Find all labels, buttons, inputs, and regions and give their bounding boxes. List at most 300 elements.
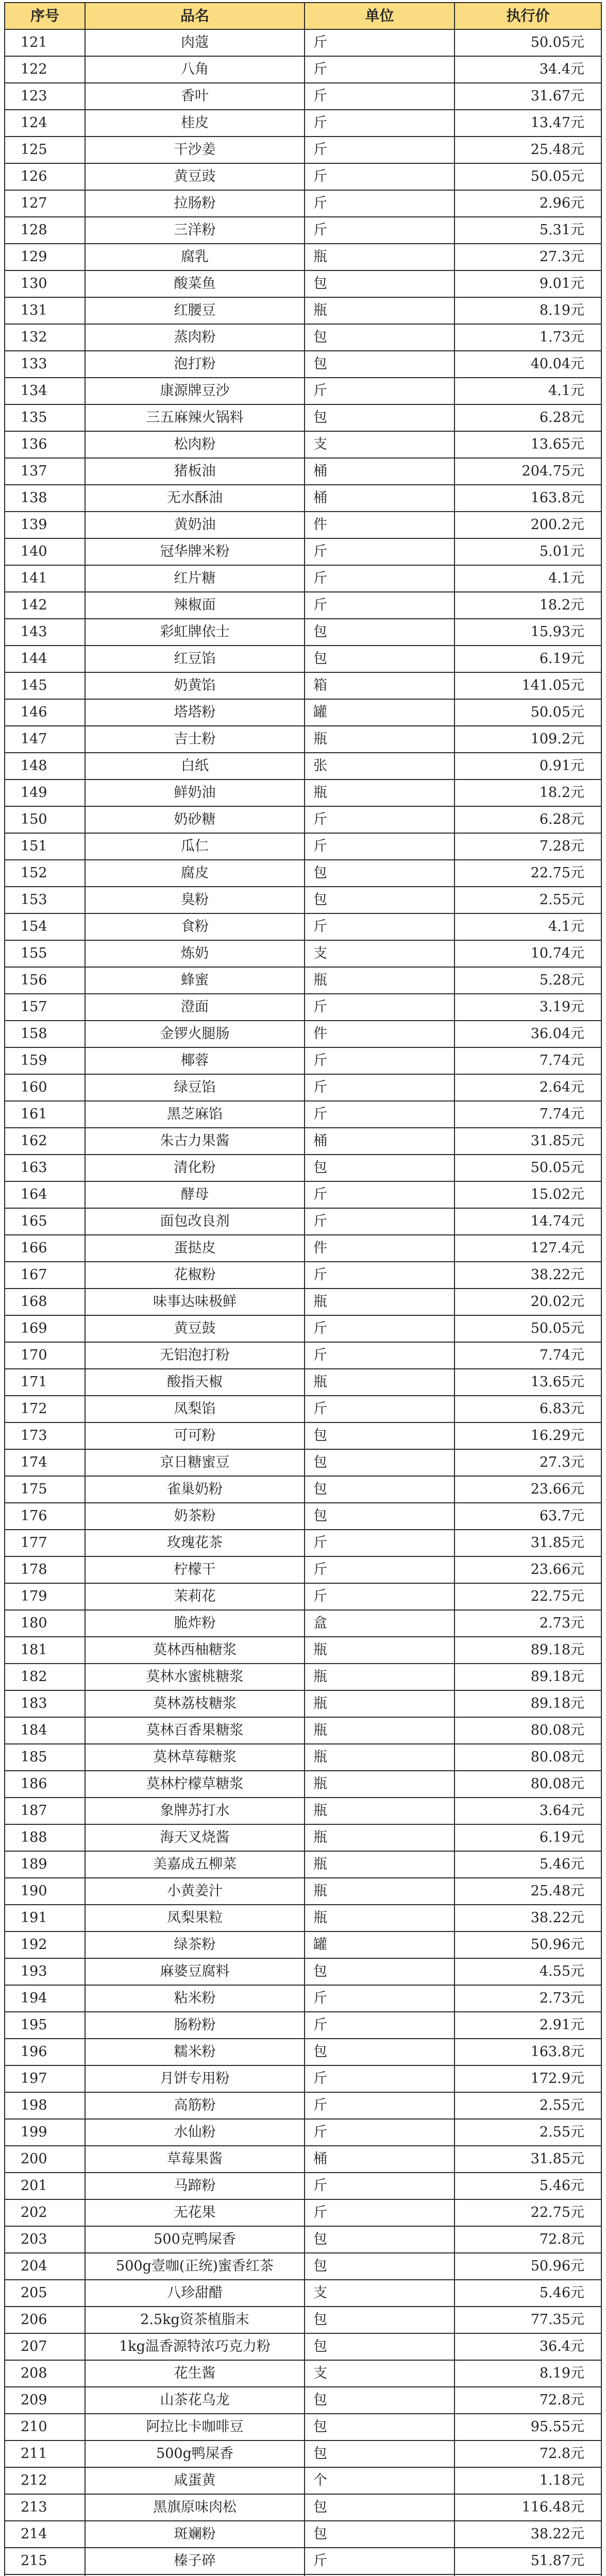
table-row — [5, 538, 601, 565]
table-row — [5, 913, 601, 940]
row-no: 124 — [5, 110, 85, 137]
item-name: 炼奶 — [85, 940, 305, 967]
row-no: 169 — [5, 1315, 85, 1342]
table-row — [5, 1342, 601, 1369]
item-name: 山茶花乌龙 — [85, 2387, 305, 2414]
row-no: 190 — [5, 1878, 85, 1905]
table-row — [5, 2039, 601, 2065]
row-no: 140 — [5, 538, 85, 565]
item-unit: 斤 — [305, 1262, 454, 1289]
item-price: 50.05元 — [454, 163, 601, 190]
item-name: 绿茶粉 — [85, 1931, 305, 1958]
row-no: 210 — [5, 2414, 85, 2441]
item-unit: 包 — [305, 2414, 454, 2441]
item-price: 7.28元 — [454, 833, 601, 860]
item-name: 莫林荔枝糖浆 — [85, 1690, 305, 1717]
row-no: 171 — [5, 1369, 85, 1396]
item-price: 72.8元 — [454, 2387, 601, 2414]
item-price: 2.73元 — [454, 1985, 601, 2012]
item-price: 51.87元 — [454, 2548, 601, 2574]
table-row — [5, 1958, 601, 1985]
table-row — [5, 1905, 601, 1931]
row-no: 161 — [5, 1101, 85, 1128]
item-price: 5.46元 — [454, 2173, 601, 2199]
table-row — [5, 1985, 601, 2012]
row-no: 131 — [5, 297, 85, 324]
row-no: 212 — [5, 2467, 85, 2494]
item-unit: 斤 — [305, 565, 454, 592]
item-unit: 斤 — [305, 137, 454, 163]
table-row — [5, 1396, 601, 1422]
item-price: 2.64元 — [454, 1074, 601, 1101]
item-name: 八珍甜醋 — [85, 2280, 305, 2307]
item-name: 冠华牌米粉 — [85, 538, 305, 565]
table-row — [5, 726, 601, 753]
item-name: 红腰豆 — [85, 297, 305, 324]
row-no: 143 — [5, 619, 85, 646]
table-row — [5, 2494, 601, 2521]
item-unit: 包 — [305, 2494, 454, 2521]
item-price: 13.65元 — [454, 1369, 601, 1396]
item-price: 13.65元 — [454, 431, 601, 458]
item-unit: 斤 — [305, 1047, 454, 1074]
item-price: 15.02元 — [454, 1181, 601, 1208]
item-name: 无花果 — [85, 2199, 305, 2226]
table-row — [5, 2012, 601, 2039]
item-unit: 瓶 — [305, 967, 454, 994]
table-row — [5, 244, 601, 270]
item-name: 莫林柠檬草糖浆 — [85, 1771, 305, 1798]
row-no: 177 — [5, 1530, 85, 1556]
row-no: 182 — [5, 1664, 85, 1690]
row-no: 125 — [5, 137, 85, 163]
row-no: 173 — [5, 1422, 85, 1449]
item-name: 凤梨果粒 — [85, 1905, 305, 1931]
item-unit: 包 — [305, 887, 454, 913]
row-no: 164 — [5, 1181, 85, 1208]
table-row — [5, 110, 601, 137]
item-unit: 斤 — [305, 1181, 454, 1208]
item-unit: 包 — [305, 1503, 454, 1530]
row-no: 152 — [5, 860, 85, 887]
row-no: 195 — [5, 2012, 85, 2039]
row-no: 204 — [5, 2253, 85, 2280]
item-unit: 斤 — [305, 2012, 454, 2039]
item-unit: 包 — [305, 2441, 454, 2467]
item-price: 6.19元 — [454, 646, 601, 672]
item-unit: 包 — [305, 1422, 454, 1449]
item-unit: 包 — [305, 2333, 454, 2360]
item-name: 咸蛋黄 — [85, 2467, 305, 2494]
row-no: 127 — [5, 190, 85, 217]
item-unit: 瓶 — [305, 1905, 454, 1931]
table-row — [5, 1744, 601, 1771]
row-no: 192 — [5, 1931, 85, 1958]
item-name: 脆炸粉 — [85, 1610, 305, 1637]
item-unit: 斤 — [305, 592, 454, 619]
item-name: 无水酥油 — [85, 485, 305, 512]
item-price: 50.05元 — [454, 1315, 601, 1342]
row-no: 141 — [5, 565, 85, 592]
item-name: 酵母 — [85, 1181, 305, 1208]
item-price: 31.85元 — [454, 2146, 601, 2173]
table-row — [5, 1583, 601, 1610]
item-unit: 瓶 — [305, 1717, 454, 1744]
table-row — [5, 1931, 601, 1958]
item-unit: 罐 — [305, 1931, 454, 1958]
item-unit: 斤 — [305, 806, 454, 833]
item-unit: 斤 — [305, 83, 454, 110]
item-unit: 箱 — [305, 672, 454, 699]
item-name: 奶黄馅 — [85, 672, 305, 699]
row-no: 179 — [5, 1583, 85, 1610]
row-no: 211 — [5, 2441, 85, 2467]
item-price: 1.73元 — [454, 324, 601, 351]
row-no: 139 — [5, 512, 85, 538]
table-row — [5, 833, 601, 860]
item-price: 15.93元 — [454, 619, 601, 646]
row-no: 156 — [5, 967, 85, 994]
item-unit: 包 — [305, 2521, 454, 2548]
table-row — [5, 1369, 601, 1396]
table-row — [5, 217, 601, 244]
item-price: 8.19元 — [454, 297, 601, 324]
item-name: 花椒粉 — [85, 1262, 305, 1289]
table-row — [5, 1664, 601, 1690]
item-name: 麻婆豆腐料 — [85, 1958, 305, 1985]
item-name: 月饼专用粉 — [85, 2065, 305, 2092]
item-unit: 包 — [305, 270, 454, 297]
row-no: 132 — [5, 324, 85, 351]
table-row — [5, 1181, 601, 1208]
item-unit: 包 — [305, 2253, 454, 2280]
item-name: 香叶 — [85, 83, 305, 110]
item-unit: 斤 — [305, 190, 454, 217]
item-name: 黑芝麻馅 — [85, 1101, 305, 1128]
table-row — [5, 1717, 601, 1744]
item-unit: 支 — [305, 2360, 454, 2387]
item-price: 36.04元 — [454, 1021, 601, 1047]
table-row — [5, 940, 601, 967]
table-row — [5, 2360, 601, 2387]
item-name: 黑旗原味肉松 — [85, 2494, 305, 2521]
item-unit: 包 — [305, 646, 454, 672]
table-row — [5, 163, 601, 190]
item-price: 9.01元 — [454, 270, 601, 297]
row-no: 205 — [5, 2280, 85, 2307]
table-row — [5, 137, 601, 163]
item-price: 31.85元 — [454, 1530, 601, 1556]
item-unit: 瓶 — [305, 1369, 454, 1396]
item-price: 4.1元 — [454, 913, 601, 940]
table-row — [5, 1422, 601, 1449]
item-name: 椰蓉 — [85, 1047, 305, 1074]
item-name: 玫瑰花茶 — [85, 1530, 305, 1556]
item-unit: 包 — [305, 2039, 454, 2065]
table-row — [5, 1637, 601, 1664]
item-price: 77.35元 — [454, 2307, 601, 2333]
table-row — [5, 431, 601, 458]
item-name: 雀巢奶粉 — [85, 1476, 305, 1503]
table-row — [5, 1208, 601, 1235]
table-row — [5, 1878, 601, 1905]
item-unit: 件 — [305, 512, 454, 538]
item-name: 莫林水蜜桃糖浆 — [85, 1664, 305, 1690]
item-name: 臭粉 — [85, 887, 305, 913]
table-row — [5, 351, 601, 378]
item-unit: 瓶 — [305, 1664, 454, 1690]
item-name: 京日糖蜜豆 — [85, 1449, 305, 1476]
item-unit: 瓶 — [305, 1744, 454, 1771]
item-price: 116.48元 — [454, 2494, 601, 2521]
item-name: 500g鸭屎香 — [85, 2441, 305, 2467]
item-unit: 瓶 — [305, 1637, 454, 1664]
item-price: 1.18元 — [454, 2467, 601, 2494]
item-name: 食粉 — [85, 913, 305, 940]
item-price: 34.4元 — [454, 56, 601, 83]
item-unit: 斤 — [305, 217, 454, 244]
item-name: 柠檬干 — [85, 1556, 305, 1583]
item-price: 3.19元 — [454, 994, 601, 1021]
item-name: 泡打粉 — [85, 351, 305, 378]
row-no: 170 — [5, 1342, 85, 1369]
table-row — [5, 592, 601, 619]
item-price: 89.18元 — [454, 1637, 601, 1664]
item-name: 可可粉 — [85, 1422, 305, 1449]
table-row — [5, 2146, 601, 2173]
item-name: 塔塔粉 — [85, 699, 305, 726]
header-no: 序号 — [5, 3, 85, 29]
item-name: 酸菜鱼 — [85, 270, 305, 297]
item-name: 粘米粉 — [85, 1985, 305, 2012]
item-price: 89.18元 — [454, 1664, 601, 1690]
item-unit: 斤 — [305, 1101, 454, 1128]
row-no: 185 — [5, 1744, 85, 1771]
item-unit: 斤 — [305, 29, 454, 56]
row-no: 121 — [5, 29, 85, 56]
item-unit: 斤 — [305, 56, 454, 83]
item-name: 美嘉成五柳菜 — [85, 1851, 305, 1878]
item-price: 5.46元 — [454, 2280, 601, 2307]
item-name: 奶茶粉 — [85, 1503, 305, 1530]
item-name: 桂皮 — [85, 110, 305, 137]
row-no: 189 — [5, 1851, 85, 1878]
item-name: 肉蔻 — [85, 29, 305, 56]
row-no: 154 — [5, 913, 85, 940]
item-name: 松肉粉 — [85, 431, 305, 458]
table-row — [5, 779, 601, 806]
row-no: 214 — [5, 2521, 85, 2548]
item-price: 6.28元 — [454, 404, 601, 431]
item-unit: 桶 — [305, 1128, 454, 1155]
row-no: 180 — [5, 1610, 85, 1637]
item-unit: 包 — [305, 2226, 454, 2253]
item-unit: 斤 — [305, 1342, 454, 1369]
table-row — [5, 1530, 601, 1556]
item-price: 163.8元 — [454, 485, 601, 512]
item-unit: 斤 — [305, 1985, 454, 2012]
table-row — [5, 1824, 601, 1851]
row-no: 184 — [5, 1717, 85, 1744]
table-row — [5, 1047, 601, 1074]
table-row — [5, 458, 601, 485]
table-row — [5, 699, 601, 726]
item-price: 200.2元 — [454, 512, 601, 538]
row-no: 165 — [5, 1208, 85, 1235]
item-price: 80.08元 — [454, 1717, 601, 1744]
item-price: 89.18元 — [454, 1690, 601, 1717]
item-price: 14.74元 — [454, 1208, 601, 1235]
item-unit: 包 — [305, 1958, 454, 1985]
item-name: 酸指天椒 — [85, 1369, 305, 1396]
item-price: 5.28元 — [454, 967, 601, 994]
item-unit: 斤 — [305, 163, 454, 190]
item-price: 109.2元 — [454, 726, 601, 753]
table-row — [5, 1128, 601, 1155]
item-unit: 瓶 — [305, 1289, 454, 1315]
item-price: 16.29元 — [454, 1422, 601, 1449]
item-price: 50.96元 — [454, 2253, 601, 2280]
item-unit: 瓶 — [305, 1878, 454, 1905]
item-price: 25.48元 — [454, 1878, 601, 1905]
item-unit: 瓶 — [305, 1771, 454, 1798]
table-row — [5, 2548, 601, 2574]
table-row — [5, 190, 601, 217]
item-price: 2.91元 — [454, 2012, 601, 2039]
row-no: 183 — [5, 1690, 85, 1717]
item-price: 25.48元 — [454, 137, 601, 163]
table-row — [5, 1851, 601, 1878]
item-price: 31.85元 — [454, 1128, 601, 1155]
table-row — [5, 672, 601, 699]
row-no: 146 — [5, 699, 85, 726]
item-price: 72.8元 — [454, 2441, 601, 2467]
table-row — [5, 324, 601, 351]
item-price: 72.8元 — [454, 2226, 601, 2253]
row-no: 135 — [5, 404, 85, 431]
item-price: 22.75元 — [454, 2199, 601, 2226]
item-name: 莫林西柚糖浆 — [85, 1637, 305, 1664]
item-price: 6.83元 — [454, 1396, 601, 1422]
item-unit: 支 — [305, 431, 454, 458]
row-no: 168 — [5, 1289, 85, 1315]
item-name: 无铝泡打粉 — [85, 1342, 305, 1369]
item-name: 黄奶油 — [85, 512, 305, 538]
row-no: 157 — [5, 994, 85, 1021]
table-row — [5, 1101, 601, 1128]
table-row — [5, 806, 601, 833]
header-name: 品名 — [85, 3, 305, 29]
item-name: 草莓果酱 — [85, 2146, 305, 2173]
item-name: 蛋挞皮 — [85, 1235, 305, 1262]
table-row — [5, 1315, 601, 1342]
item-unit: 斤 — [305, 1208, 454, 1235]
item-price: 2.55元 — [454, 887, 601, 913]
item-name: 肠粉粉 — [85, 2012, 305, 2039]
table-row — [5, 994, 601, 1021]
item-unit: 包 — [305, 619, 454, 646]
item-name: 味事达味极鲜 — [85, 1289, 305, 1315]
item-unit: 斤 — [305, 378, 454, 404]
item-price: 7.74元 — [454, 1342, 601, 1369]
row-no: 160 — [5, 1074, 85, 1101]
item-name: 茉莉花 — [85, 1583, 305, 1610]
row-no: 166 — [5, 1235, 85, 1262]
item-name: 红豆馅 — [85, 646, 305, 672]
table-row — [5, 2333, 601, 2360]
item-price: 18.2元 — [454, 779, 601, 806]
table-row — [5, 2092, 601, 2119]
table-row — [5, 1476, 601, 1503]
table-row — [5, 2280, 601, 2307]
item-unit: 支 — [305, 2280, 454, 2307]
item-name: 拉肠粉 — [85, 190, 305, 217]
table-row — [5, 2173, 601, 2199]
row-no: 202 — [5, 2199, 85, 2226]
item-price: 27.3元 — [454, 244, 601, 270]
item-price: 7.74元 — [454, 1047, 601, 1074]
row-no: 158 — [5, 1021, 85, 1047]
row-no: 153 — [5, 887, 85, 913]
table-row — [5, 485, 601, 512]
item-name: 莫林百香果糖浆 — [85, 1717, 305, 1744]
item-name: 康源牌豆沙 — [85, 378, 305, 404]
item-price: 95.55元 — [454, 2414, 601, 2441]
row-no: 172 — [5, 1396, 85, 1422]
item-unit: 包 — [305, 1449, 454, 1476]
item-name: 瓜仁 — [85, 833, 305, 860]
item-price: 50.05元 — [454, 1155, 601, 1181]
row-no: 187 — [5, 1798, 85, 1824]
item-name: 蜂蜜 — [85, 967, 305, 994]
item-name: 辣椒面 — [85, 592, 305, 619]
item-name: 绿豆馅 — [85, 1074, 305, 1101]
item-unit: 包 — [305, 1155, 454, 1181]
table-row — [5, 565, 601, 592]
row-no: 188 — [5, 1824, 85, 1851]
item-name: 腐乳 — [85, 244, 305, 270]
item-name: 三五麻辣火锅料 — [85, 404, 305, 431]
item-price: 38.22元 — [454, 2521, 601, 2548]
row-no: 159 — [5, 1047, 85, 1074]
table-row — [5, 378, 601, 404]
row-no: 150 — [5, 806, 85, 833]
item-price: 40.04元 — [454, 351, 601, 378]
item-name: 糯米粉 — [85, 2039, 305, 2065]
item-price: 5.01元 — [454, 538, 601, 565]
item-unit: 桶 — [305, 2146, 454, 2173]
item-price: 4.1元 — [454, 378, 601, 404]
item-name: 高筋粉 — [85, 2092, 305, 2119]
item-unit: 件 — [305, 1021, 454, 1047]
item-unit: 包 — [305, 860, 454, 887]
item-price: 2.96元 — [454, 190, 601, 217]
table-row — [5, 2199, 601, 2226]
row-no: 155 — [5, 940, 85, 967]
table-row — [5, 1798, 601, 1824]
table-row — [5, 2387, 601, 2414]
item-price: 8.19元 — [454, 2360, 601, 2387]
item-price: 127.4元 — [454, 1235, 601, 1262]
item-price: 6.19元 — [454, 1824, 601, 1851]
item-unit: 斤 — [305, 2092, 454, 2119]
item-price: 172.9元 — [454, 2065, 601, 2092]
row-no: 207 — [5, 2333, 85, 2360]
row-no: 199 — [5, 2119, 85, 2146]
item-unit: 斤 — [305, 1074, 454, 1101]
item-unit: 瓶 — [305, 1824, 454, 1851]
item-name: 三洋粉 — [85, 217, 305, 244]
